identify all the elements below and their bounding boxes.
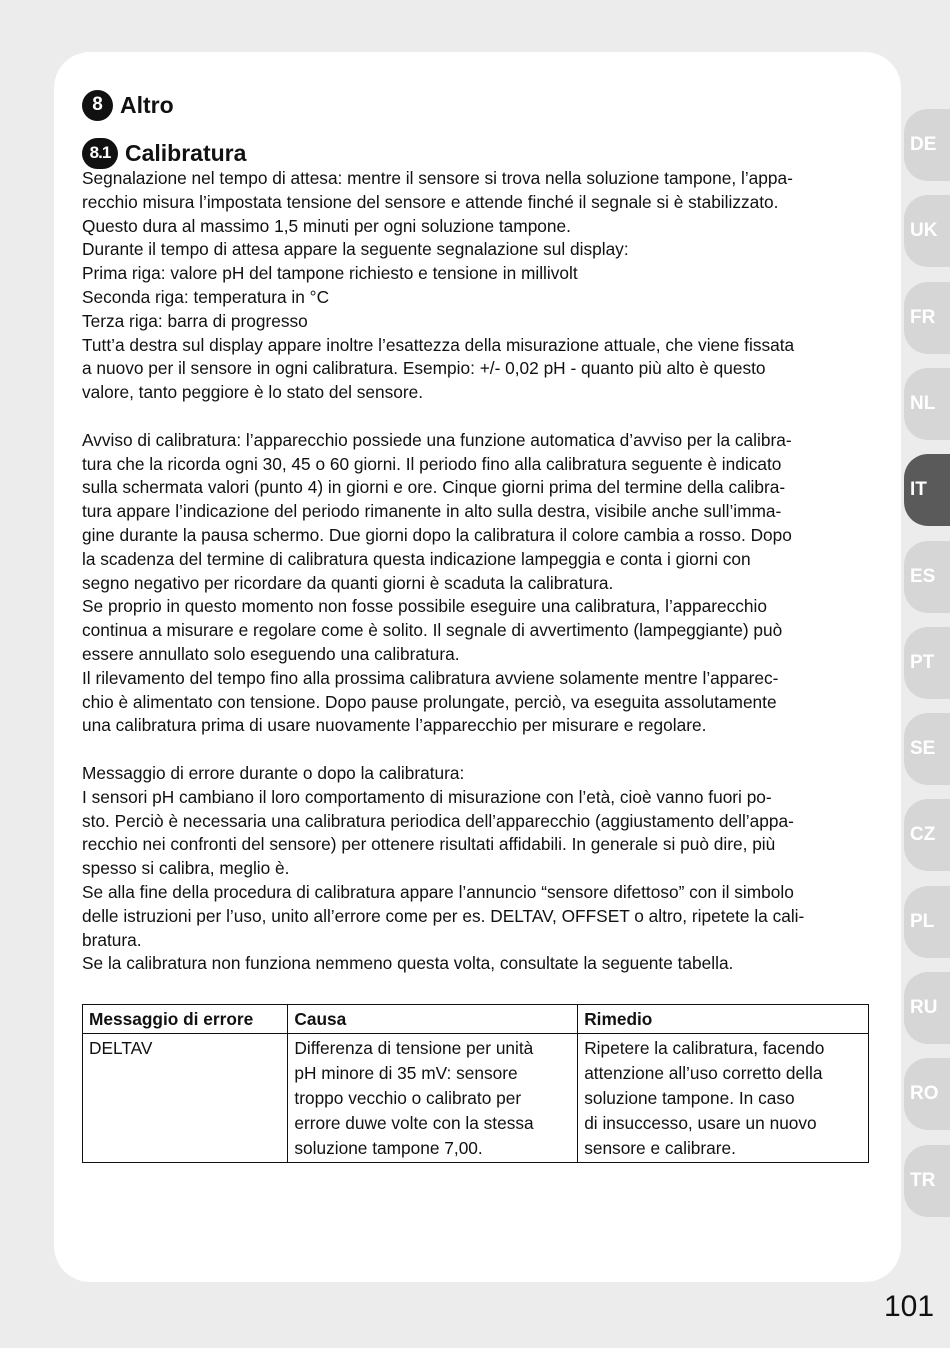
- text-line: la scadenza del termine di calibratura questa indicazione lampeggia e conta i giorni con: [82, 548, 751, 569]
- page-number: 101: [884, 1290, 935, 1323]
- cell-line: di insuccesso, usare un nuovo: [584, 1113, 817, 1133]
- text-line: Prima riga: valore pH del tampone richiesto e tensione in millivolt: [82, 263, 578, 284]
- text-line: Durante il tempo di attesa appare la seguente segnalazione sul display:: [82, 239, 629, 260]
- paragraph: [82, 762, 868, 976]
- paragraph-gap: [82, 405, 868, 429]
- text-line: Avviso di calibratura: l’apparecchio possiede una funzione automatica d’avviso per la calibra-: [82, 429, 792, 450]
- paragraph-gap: [82, 738, 868, 762]
- text-line: valore, tanto peggiore è lo stato del sensore.: [82, 382, 424, 403]
- text-line: Segnalazione nel tempo di attesa: mentre il sensore si trova nella soluzione tampone, l’appa-: [82, 168, 793, 188]
- text-line: Terza riga: barra di progresso: [82, 310, 308, 331]
- header-remedy: Rimedio: [578, 1005, 869, 1034]
- body-text: [82, 167, 868, 976]
- section-number-badge: 8: [82, 90, 113, 121]
- language-tab-uk[interactable]: UK: [904, 195, 950, 267]
- cell-remedy: [578, 1034, 869, 1163]
- cell-line: attenzione all’uso corretto della: [584, 1063, 823, 1083]
- text-line: una calibratura prima di usare nuovamente l’apparecchio per misurare e regolare.: [82, 715, 707, 736]
- paragraph: [82, 167, 868, 405]
- text-line: Seconda riga: temperatura in °C: [82, 286, 330, 307]
- text-line: recchio nei confronti del sensore) per ottenere risultati affidabili. In generale si può dire, più: [82, 834, 776, 855]
- section-heading: [82, 88, 174, 122]
- cell-line: soluzione tampone. In caso: [584, 1088, 795, 1108]
- text-line: bratura.: [82, 929, 142, 950]
- language-tab-pl[interactable]: PL: [904, 886, 950, 958]
- text-line: Se la calibratura non funziona nemmeno questa volta, consultate la seguente tabella.: [82, 953, 734, 974]
- text-line: segno negativo per ricordare da quanti giorni è scaduta la calibratura.: [82, 572, 614, 593]
- text-line: continua a misurare e regolare come è solito. Il segnale di avvertimento (lampeggiante) può: [82, 620, 783, 641]
- cell-cause: [288, 1034, 578, 1163]
- error-table: [82, 1004, 869, 1163]
- cell-line: troppo vecchio o calibrato per: [294, 1088, 522, 1108]
- text-line: essere annullato solo eseguendo una calibratura.: [82, 643, 460, 664]
- table-row: [83, 1034, 869, 1163]
- cell-line: errore duwe volte con la stessa: [294, 1113, 534, 1133]
- text-line: gine durante la pausa schermo. Due giorni dopo la calibratura il colore cambia a rosso. Dopo: [82, 524, 792, 545]
- language-tab-tr[interactable]: TR: [904, 1145, 950, 1217]
- text-line: Se alla fine della procedura di calibratura appare l’annuncio “sensore difettoso” con il simbolo: [82, 881, 794, 902]
- text-line: sulla schermata valori (punto 4) in giorni e ore. Cinque giorni prima del termine della calibra-: [82, 477, 786, 498]
- language-tab-pt[interactable]: PT: [904, 627, 950, 699]
- text-line: tura appare l’indicazione del periodo rimanente in alto sulla destra, visibile anche sull’imma-: [82, 501, 782, 522]
- subsection-title: Calibratura: [125, 139, 247, 166]
- text-line: Messaggio di errore durante o dopo la calibratura:: [82, 762, 465, 783]
- header-cause: Causa: [288, 1005, 578, 1034]
- cell-line: Differenza di tensione per unità: [294, 1038, 534, 1058]
- language-tab-ru[interactable]: RU: [904, 972, 950, 1044]
- cell-error-message: DELTAV: [83, 1034, 288, 1163]
- text-line: Il rilevamento del tempo fino alla prossima calibratura avviene solamente mentre l’apparec-: [82, 667, 779, 688]
- language-tab-cz[interactable]: CZ: [904, 799, 950, 871]
- text-line: chio è alimentato con tensione. Dopo pause prolungate, perciò, va eseguita assolutamente: [82, 691, 777, 712]
- text-line: recchio misura l’impostata tensione del sensore e attende finché il segnale si è stabilizzato.: [82, 191, 779, 212]
- subsection-heading: [82, 136, 246, 170]
- cell-line: Ripetere la calibratura, facendo: [584, 1038, 825, 1058]
- language-tab-se[interactable]: SE: [904, 713, 950, 785]
- text-line: sto. Perciò è necessaria una calibratura periodica dell’apparecchio (aggiustamento dell’appa-: [82, 810, 794, 831]
- text-line: tura che la ricorda ogni 30, 45 o 60 giorni. Il periodo fino alla calibratura seguente è indicato: [82, 453, 782, 474]
- paragraph: [82, 429, 868, 738]
- cell-line: soluzione tampone 7,00.: [294, 1138, 483, 1158]
- subsection-number-badge: 8.1: [82, 138, 118, 169]
- text-line: Tutt’a destra sul display appare inoltre l’esattezza della misurazione attuale, che viene fissata: [82, 334, 795, 355]
- language-tab-it[interactable]: IT: [904, 454, 950, 526]
- text-line: I sensori pH cambiano il loro comportamento di misurazione con l’età, cioè vanno fuori po-: [82, 786, 772, 807]
- section-title: Altro: [120, 91, 174, 118]
- text-line: Questo dura al massimo 1,5 minuti per ogni soluzione tampone.: [82, 215, 571, 236]
- cell-line: sensore e calibrare.: [584, 1138, 736, 1158]
- language-tab-es[interactable]: ES: [904, 541, 950, 613]
- cell-line: pH minore di 35 mV: sensore: [294, 1063, 518, 1083]
- text-line: Se proprio in questo momento non fosse possibile eseguire una calibratura, l’apparecchio: [82, 596, 767, 617]
- table-header-row: [83, 1005, 869, 1034]
- language-tab-de[interactable]: DE: [904, 109, 950, 181]
- language-tab-nl[interactable]: NL: [904, 368, 950, 440]
- text-line: a nuovo per il sensore in ogni calibratura. Esempio: +/- 0,02 pH - quanto più alto è questo: [82, 358, 766, 379]
- text-line: delle istruzioni per l’uso, unito all’errore come per es. DELTAV, OFFSET o altro, ripetete la cali-: [82, 905, 805, 926]
- language-tab-fr[interactable]: FR: [904, 282, 950, 354]
- text-line: spesso si calibra, meglio è.: [82, 858, 290, 879]
- language-tab-ro[interactable]: RO: [904, 1058, 950, 1130]
- header-error-message: Messaggio di errore: [83, 1005, 288, 1034]
